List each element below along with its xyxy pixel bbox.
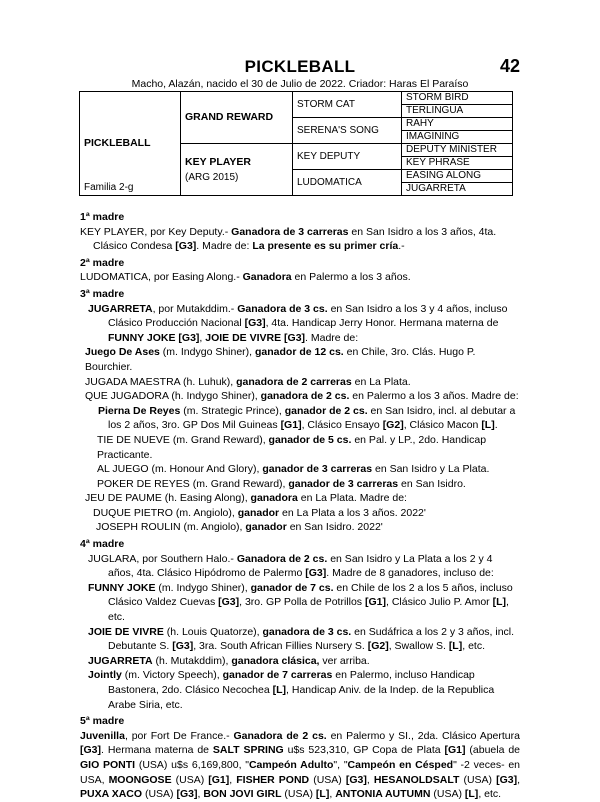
- page-title: PICKLEBALL: [244, 57, 356, 76]
- pedigree-dam-cell: [181, 144, 293, 196]
- fourth-dam-paragraph: JUGLARA, por Southern Halo.- Ganadora de 2 cs. en San Isidro y La Plata a los 2 y 4 años, 4ta. Clásico Hipódromo de Palermo [G3]. Madre de 8 ganadores, incluso de:: [88, 552, 494, 580]
- list-item: DUQUE PIETRO (m. Angiolo), ganador en La Plata a los 3 años. 2022': [93, 506, 426, 519]
- second-dam-paragraph: LUDOMATICA, por Easing Along.- Ganadora en Palermo a los 3 años.: [80, 271, 411, 284]
- pedigree-dam-sire: KEY DEPUTY: [293, 144, 402, 170]
- pedigree-sire-sire: STORM CAT: [293, 92, 402, 118]
- list-item: Jointly (m. Victory Speech), ganador de 7 carreras en Palermo, incluso Handicap Bastonera, 2do. Clásico Necochea [L], Handicap Aniv. de la Indep. de la Republica Arabe Siria, etc.: [88, 669, 495, 711]
- list-item: POKER DE REYES (m. Grand Reward), ganador de 3 carreras en San Isidro.: [97, 477, 466, 490]
- list-item: JUGARRETA (h. Mutakddim), ganadora clásica, ver arriba.: [88, 654, 370, 667]
- list-item: JOIE DE VIVRE (h. Louis Quatorze), ganadora de 3 cs. en Sudáfrica a los 2 y 3 años, incl. Debutante S. [G3], 3ra. South African Fillies Nursery S. [G2], Swallow S. [L], etc.: [88, 625, 515, 653]
- pedigree-dam-dam: LUDOMATICA: [293, 170, 402, 196]
- fifth-dam-paragraph: Juvenilla, por Fort De France.- Ganadora de 2 cs. en Palermo y SI., 2da. Clásico Apertura [G3]. Hermana materna de SALT SPRING u$s 523,310, GP Copa de Plata [G1] (abuela de GIO PONTI (USA) u$s 6,169,800, "Campeón Adulto", "Campeón en Césped" -2 veces- en USA, MOONGOSE (USA) [G1], FISHER POND (USA) [G3], HESANOLDSALT (USA) [G3], PUXA XACO (USA) [G3], BON JOVI GIRL (USA) [L], ANTONIA AUTUMN (USA) [L], etc.: [80, 729, 521, 801]
- third-dam-paragraph: JUGARRETA, por Mutakddim.- Ganadora de 3 cs. en San Isidro a los 3 y 4 años, incluso Clásico Producción Nacional [G3], 4ta. Handicap Jerry Honor. Hermana materna de FUNNY JOKE [G3], JOIE DE VIVRE [G3]. Madre de:: [88, 302, 508, 344]
- pedigree-sire: GRAND REWARD: [185, 111, 274, 123]
- list-item: JUGADA MAESTRA (h. Luhuk), ganadora de 2 carreras en La Plata.: [85, 375, 411, 388]
- list-item: TIE DE NUEVE (m. Grand Reward), ganador de 5 cs. en Pal. y LP., 2do. Handicap Practicante.: [97, 433, 487, 461]
- pedigree-family: Familia 2-g: [84, 182, 134, 193]
- pedigree-sire-cell: [181, 92, 293, 144]
- pedigree-g4-1: STORM BIRD: [402, 92, 513, 105]
- pedigree-g4-6: KEY PHRASE: [402, 157, 513, 170]
- pedigree-horse-cell: [80, 92, 181, 196]
- pedigree-g4-2: TERLINGUA: [402, 105, 513, 118]
- female-line-text: [80, 208, 520, 802]
- pedigree-g4-4: IMAGINING: [402, 131, 513, 144]
- list-item: Juego De Ases (m. Indygo Shiner), ganador de 12 cs. en Chile, 3ro. Clás. Hugo P. Bourchier.: [85, 346, 476, 373]
- first-dam-heading: 1ª madre: [80, 211, 125, 223]
- fifth-dam-heading: 5ª madre: [80, 715, 125, 728]
- second-dam-heading: 2ª madre: [80, 256, 125, 269]
- third-dam-heading: 3ª madre: [80, 287, 125, 300]
- pedigree-sire-dam: SERENA'S SONG: [293, 118, 402, 144]
- list-item: AL JUEGO (m. Honour And Glory), ganador de 3 carreras en San Isidro y La Plata.: [97, 463, 490, 476]
- fourth-dam-heading: 4ª madre: [80, 538, 125, 551]
- list-item: JEU DE PAUME (h. Easing Along), ganadora en La Plata. Madre de:: [85, 492, 407, 505]
- pedigree-dam-origin: (ARG 2015): [185, 171, 239, 183]
- horse-subtitle: Macho, Alazán, nacido el 30 de Julio de 2022. Criador: Haras El Paraíso: [131, 78, 469, 90]
- list-item: Pierna De Reyes (m. Strategic Prince), ganador de 2 cs. en San Isidro, incl. al debutar a los 2 años, 3ro. GP Dos Mil Guineas [G1], Clásico Ensayo [G2], Clásico Macon [L].: [98, 404, 516, 432]
- first-dam-paragraph: KEY PLAYER, por Key Deputy.- Ganadora de 3 carreras en San Isidro a los 3 años, 4ta. Clásico Condesa [G3]. Madre de: La presente es su primer cría.-: [80, 225, 497, 253]
- pedigree-g4-5: DEPUTY MINISTER: [402, 144, 513, 157]
- pedigree-table: [79, 91, 513, 196]
- pedigree-g4-8: JUGARRETA: [402, 183, 513, 196]
- list-item: JOSEPH ROULIN (m. Angiolo), ganador en San Isidro. 2022': [96, 521, 383, 534]
- pedigree-horse-name: PICKLEBALL: [84, 137, 151, 149]
- pedigree-dam: KEY PLAYER: [185, 155, 251, 168]
- list-item: FUNNY JOKE (m. Indygo Shiner), ganador de 7 cs. en Chile de los 2 a los 5 años, incluso Clásico Valdez Cuevas [G3], 3ro. GP Polla de Potrillos [G1], Clásico Julio P. Amor [L], etc.: [88, 581, 513, 624]
- pedigree-g4-7: EASING ALONG: [402, 170, 513, 183]
- lot-number: 42: [499, 56, 520, 76]
- pedigree-g4-3: RAHY: [402, 118, 513, 131]
- list-item: QUE JUGADORA (h. Indygo Shiner), ganadora de 2 cs. en Palermo a los 3 años. Madre de:: [85, 390, 519, 403]
